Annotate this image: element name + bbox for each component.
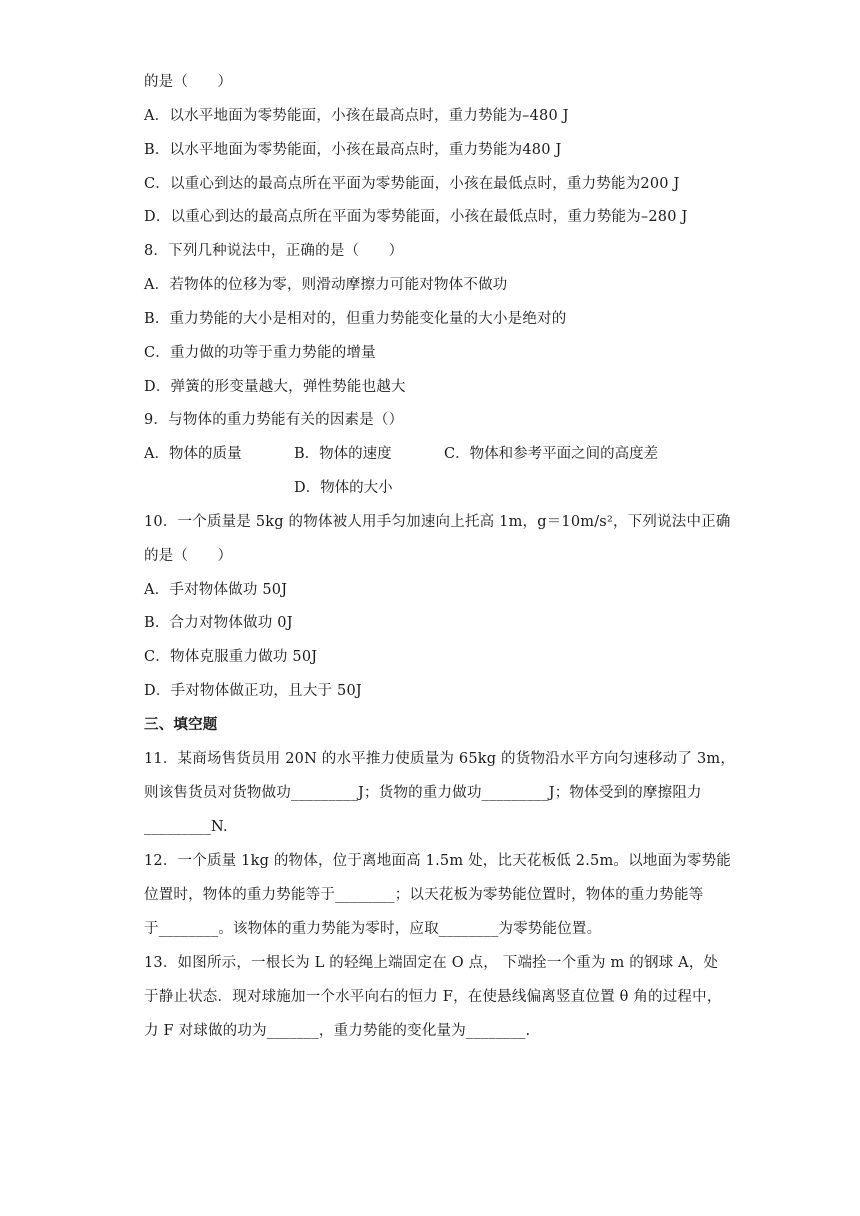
- q11-line-1: 11．某商场售货员用 20N 的水平推力使质量为 65kg 的货物沿水平方向匀速移动了 3m，: [144, 751, 736, 767]
- q12-line-1: 12．一个质量 1kg 的物体，位于离地面高 1.5m 处，比天花板低 2.5m。以地面为零势能: [144, 853, 732, 869]
- q8-option-b: B．重力势能的大小是相对的，但重力势能变化量的大小是绝对的: [144, 311, 567, 327]
- q11-line-2: 则该售货员对货物做功_________J；货物的重力做功_________J；物体受到的摩擦阻力: [144, 785, 702, 801]
- q12-line-3: 于________。该物体的重力势能为零时，应取________为零势能位置。: [144, 921, 602, 937]
- q8-option-d: D．弹簧的形变量越大，弹性势能也越大: [144, 379, 406, 395]
- q7-option-a: A．以水平地面为零势能面，小孩在最高点时，重力势能为–480 J: [144, 108, 569, 124]
- q7-option-d: D．以重心到达的最高点所在平面为零势能面，小孩在最低点时，重力势能为–280 J: [144, 209, 688, 225]
- q9-option-d: D．物体的大小: [294, 480, 393, 496]
- q10-stem-continuation: 的是（ ）: [144, 548, 233, 564]
- q13-line-2: 于静止状态．现对球施加一个水平向右的恒力 F，在使悬线偏离竖直位置 θ 角的过程中，: [144, 989, 722, 1005]
- q7-option-c: C．以重心到达的最高点所在平面为零势能面，小孩在最低点时，重力势能为200 J: [144, 176, 680, 192]
- q10-option-a: A．手对物体做功 50J: [144, 582, 288, 598]
- q8-option-c: C．重力做的功等于重力势能的增量: [144, 345, 376, 361]
- q13-line-3: 力 F 对球做的功为_______，重力势能的变化量为________.: [144, 1023, 531, 1039]
- q10-option-d: D．手对物体做正功，且大于 50J: [144, 683, 362, 699]
- q9-option-b: B．物体的速度: [294, 446, 392, 462]
- q7-option-b: B．以水平地面为零势能面，小孩在最高点时，重力势能为480 J: [144, 142, 562, 158]
- q13-line-1: 13．如图所示，一根长为 L 的轻绳上端固定在 O 点， 下端拴一个重为 m 的钢球 A，处: [144, 955, 719, 971]
- section-heading-fill-in: 三、填空题: [144, 717, 218, 733]
- q9-stem: 9．与物体的重力势能有关的因素是（）: [144, 412, 404, 428]
- q12-line-2: 位置时，物体的重力势能等于________；以天花板为零势能位置时，物体的重力势能等: [144, 887, 704, 903]
- q8-stem: 8．下列几种说法中，正确的是（ ）: [144, 243, 404, 259]
- q7-stem-continuation: 的是（ ）: [144, 74, 233, 90]
- q10-stem: 10．一个质量是 5kg 的物体被人用手匀加速向上托高 1m，g＝10m/s²，下列说法中正确: [144, 514, 731, 530]
- q10-option-c: C．物体克服重力做功 50J: [144, 649, 318, 665]
- q11-line-3: _________N.: [144, 819, 228, 835]
- q9-option-a: A．物体的质量: [144, 446, 242, 462]
- q10-option-b: B．合力对物体做功 0J: [144, 615, 293, 631]
- q8-option-a: A．若物体的位移为零，则滑动摩擦力可能对物体不做功: [144, 277, 508, 293]
- q9-option-c: C．物体和参考平面之间的高度差: [444, 446, 659, 462]
